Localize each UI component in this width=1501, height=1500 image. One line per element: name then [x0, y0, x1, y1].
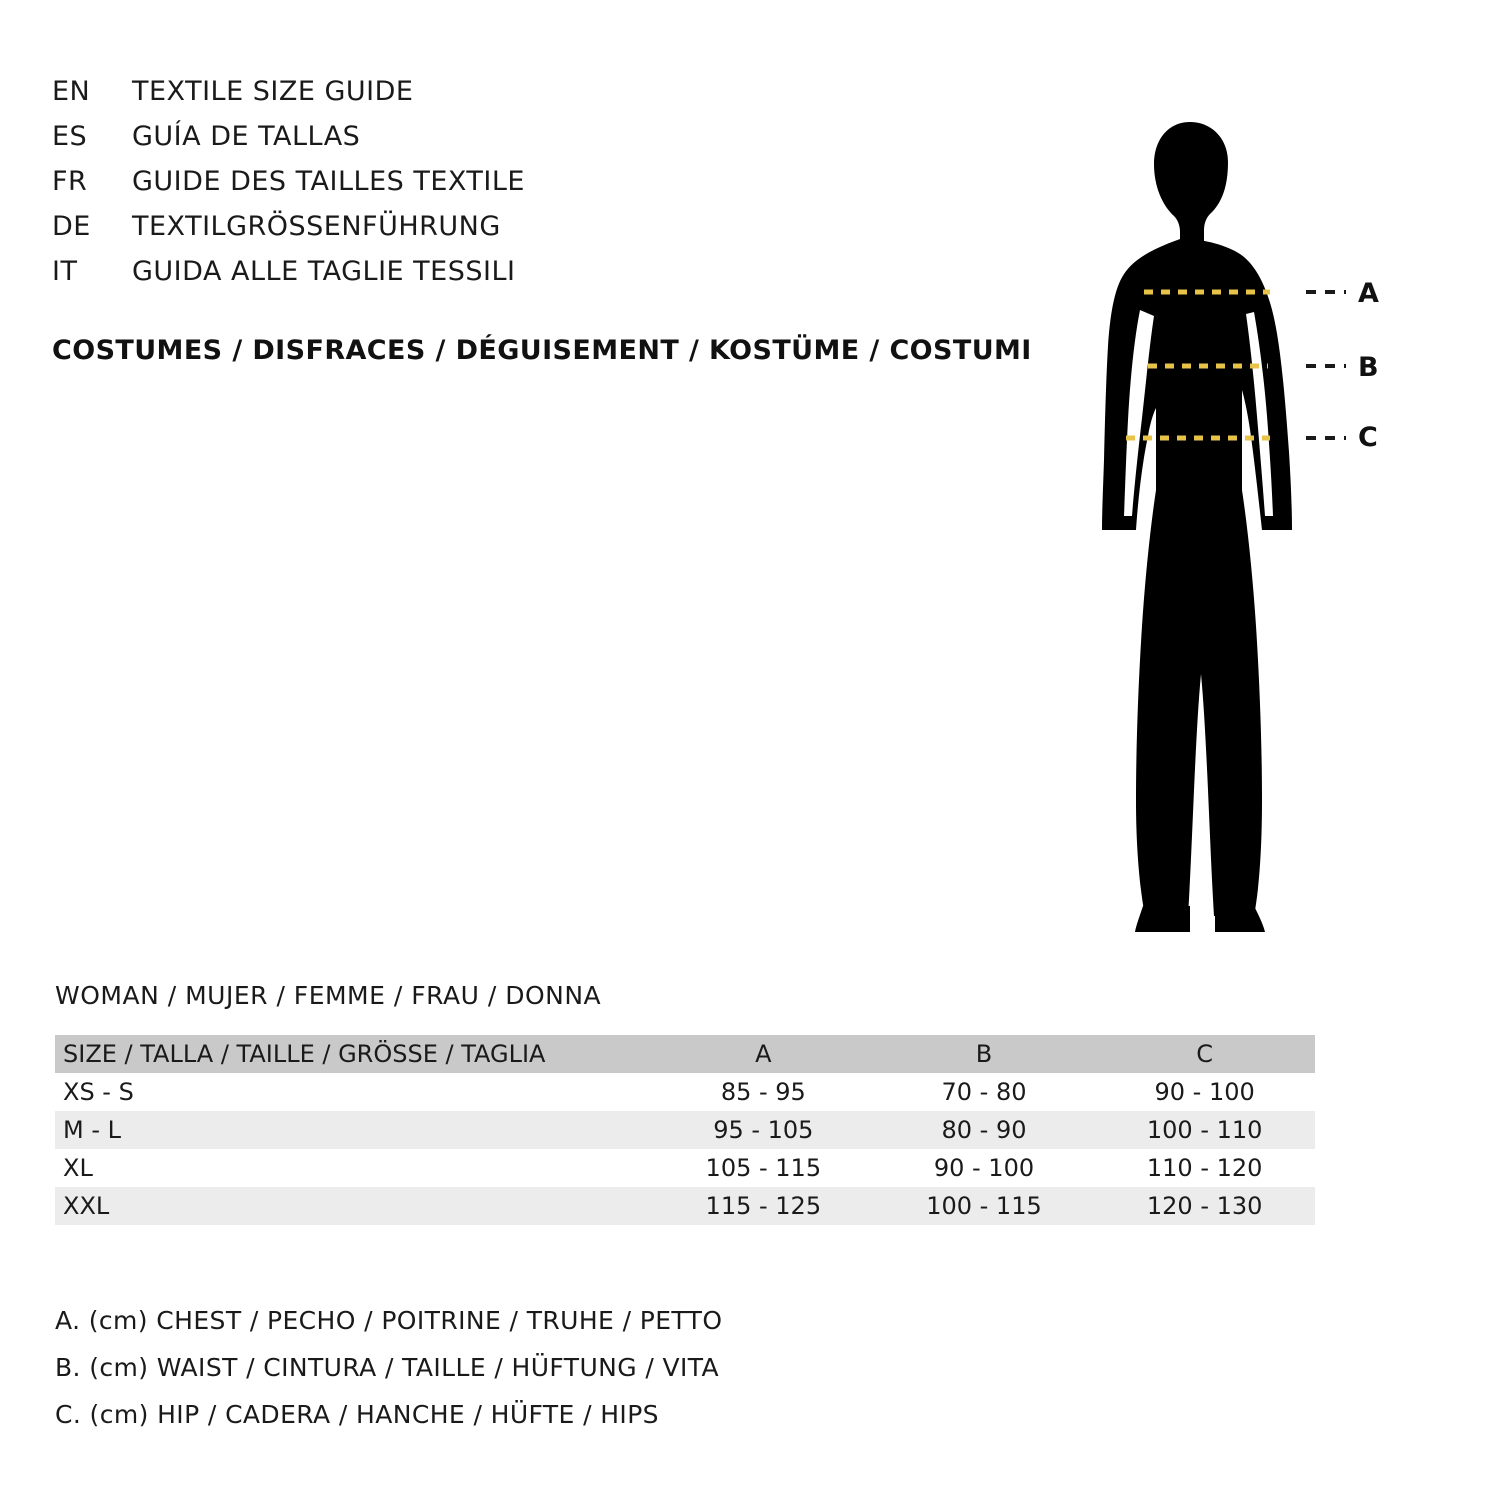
- cell-a: 115 - 125: [705, 1192, 822, 1220]
- cell-size: XXL: [63, 1192, 110, 1220]
- cell-size: XL: [63, 1154, 93, 1182]
- language-row-de: [52, 211, 952, 256]
- legend-line-b: B. (cm) WAIST / CINTURA / TAILLE / HÜFTUNG / VITA: [55, 1353, 720, 1382]
- language-row-es: [52, 121, 952, 166]
- cell-a: 85 - 95: [720, 1078, 806, 1106]
- legend-line-a: A. (cm) CHEST / PECHO / POITRINE / TRUHE / PETTO: [55, 1306, 723, 1335]
- language-code-en: EN: [52, 76, 91, 107]
- cell-c: 120 - 130: [1146, 1192, 1263, 1220]
- cell-b: 100 - 115: [926, 1192, 1042, 1220]
- table-title: WOMAN / MUJER / FEMME / FRAU / DONNA: [55, 981, 602, 1010]
- language-text-it: GUIDA ALLE TAGLIE TESSILI: [132, 256, 516, 287]
- cell-b: 90 - 100: [933, 1154, 1035, 1182]
- cell-c: 110 - 120: [1146, 1154, 1263, 1182]
- language-row-en: [52, 76, 952, 121]
- cell-size: M - L: [63, 1116, 121, 1144]
- cell-a: 95 - 105: [713, 1116, 814, 1144]
- table-row: [55, 1149, 1315, 1187]
- table-row: [55, 1111, 1315, 1149]
- table-header-size: SIZE / TALLA / TAILLE / GRÖSSE / TAGLIA: [63, 1040, 546, 1068]
- cell-c: 90 - 100: [1154, 1078, 1255, 1106]
- woman-silhouette-icon: [1040, 60, 1460, 940]
- measure-label-c: C: [1358, 422, 1378, 453]
- language-text-en: TEXTILE SIZE GUIDE: [132, 76, 414, 107]
- cell-b: 80 - 90: [941, 1116, 1027, 1144]
- language-text-fr: GUIDE DES TAILLES TEXTILE: [132, 166, 525, 197]
- language-row-fr: [52, 166, 952, 211]
- table-row: [55, 1073, 1315, 1111]
- size-table: [55, 1035, 1315, 1225]
- cell-size: XS - S: [63, 1078, 134, 1106]
- language-text-es: GUÍA DE TALLAS: [132, 121, 361, 152]
- language-text-de: TEXTILGRÖSSENFÜHRUNG: [132, 211, 501, 242]
- legend-line-c: C. (cm) HIP / CADERA / HANCHE / HÜFTE / HIPS: [55, 1400, 659, 1429]
- body-silhouette-diagram: [1040, 60, 1460, 940]
- measurement-legend: [55, 1297, 722, 1438]
- cell-b: 70 - 80: [941, 1078, 1027, 1106]
- table-header-a: A: [755, 1040, 772, 1068]
- cell-c: 100 - 110: [1146, 1116, 1263, 1144]
- language-code-de: DE: [52, 211, 91, 242]
- language-code-fr: FR: [52, 166, 88, 197]
- measure-label-b: B: [1358, 352, 1379, 383]
- table-header-b: B: [975, 1040, 993, 1068]
- language-code-it: IT: [52, 256, 78, 287]
- table-header-row: [55, 1035, 1315, 1073]
- cell-a: 105 - 115: [705, 1154, 822, 1182]
- language-row-it: [52, 256, 952, 301]
- table-row: [55, 1187, 1315, 1225]
- language-code-es: ES: [52, 121, 88, 152]
- language-list: [52, 76, 952, 301]
- table-header-c: C: [1196, 1040, 1214, 1068]
- measure-label-a: A: [1358, 278, 1379, 309]
- costumes-subtitle: COSTUMES / DISFRACES / DÉGUISEMENT / KOSTÜME / COSTUMI: [52, 335, 1032, 366]
